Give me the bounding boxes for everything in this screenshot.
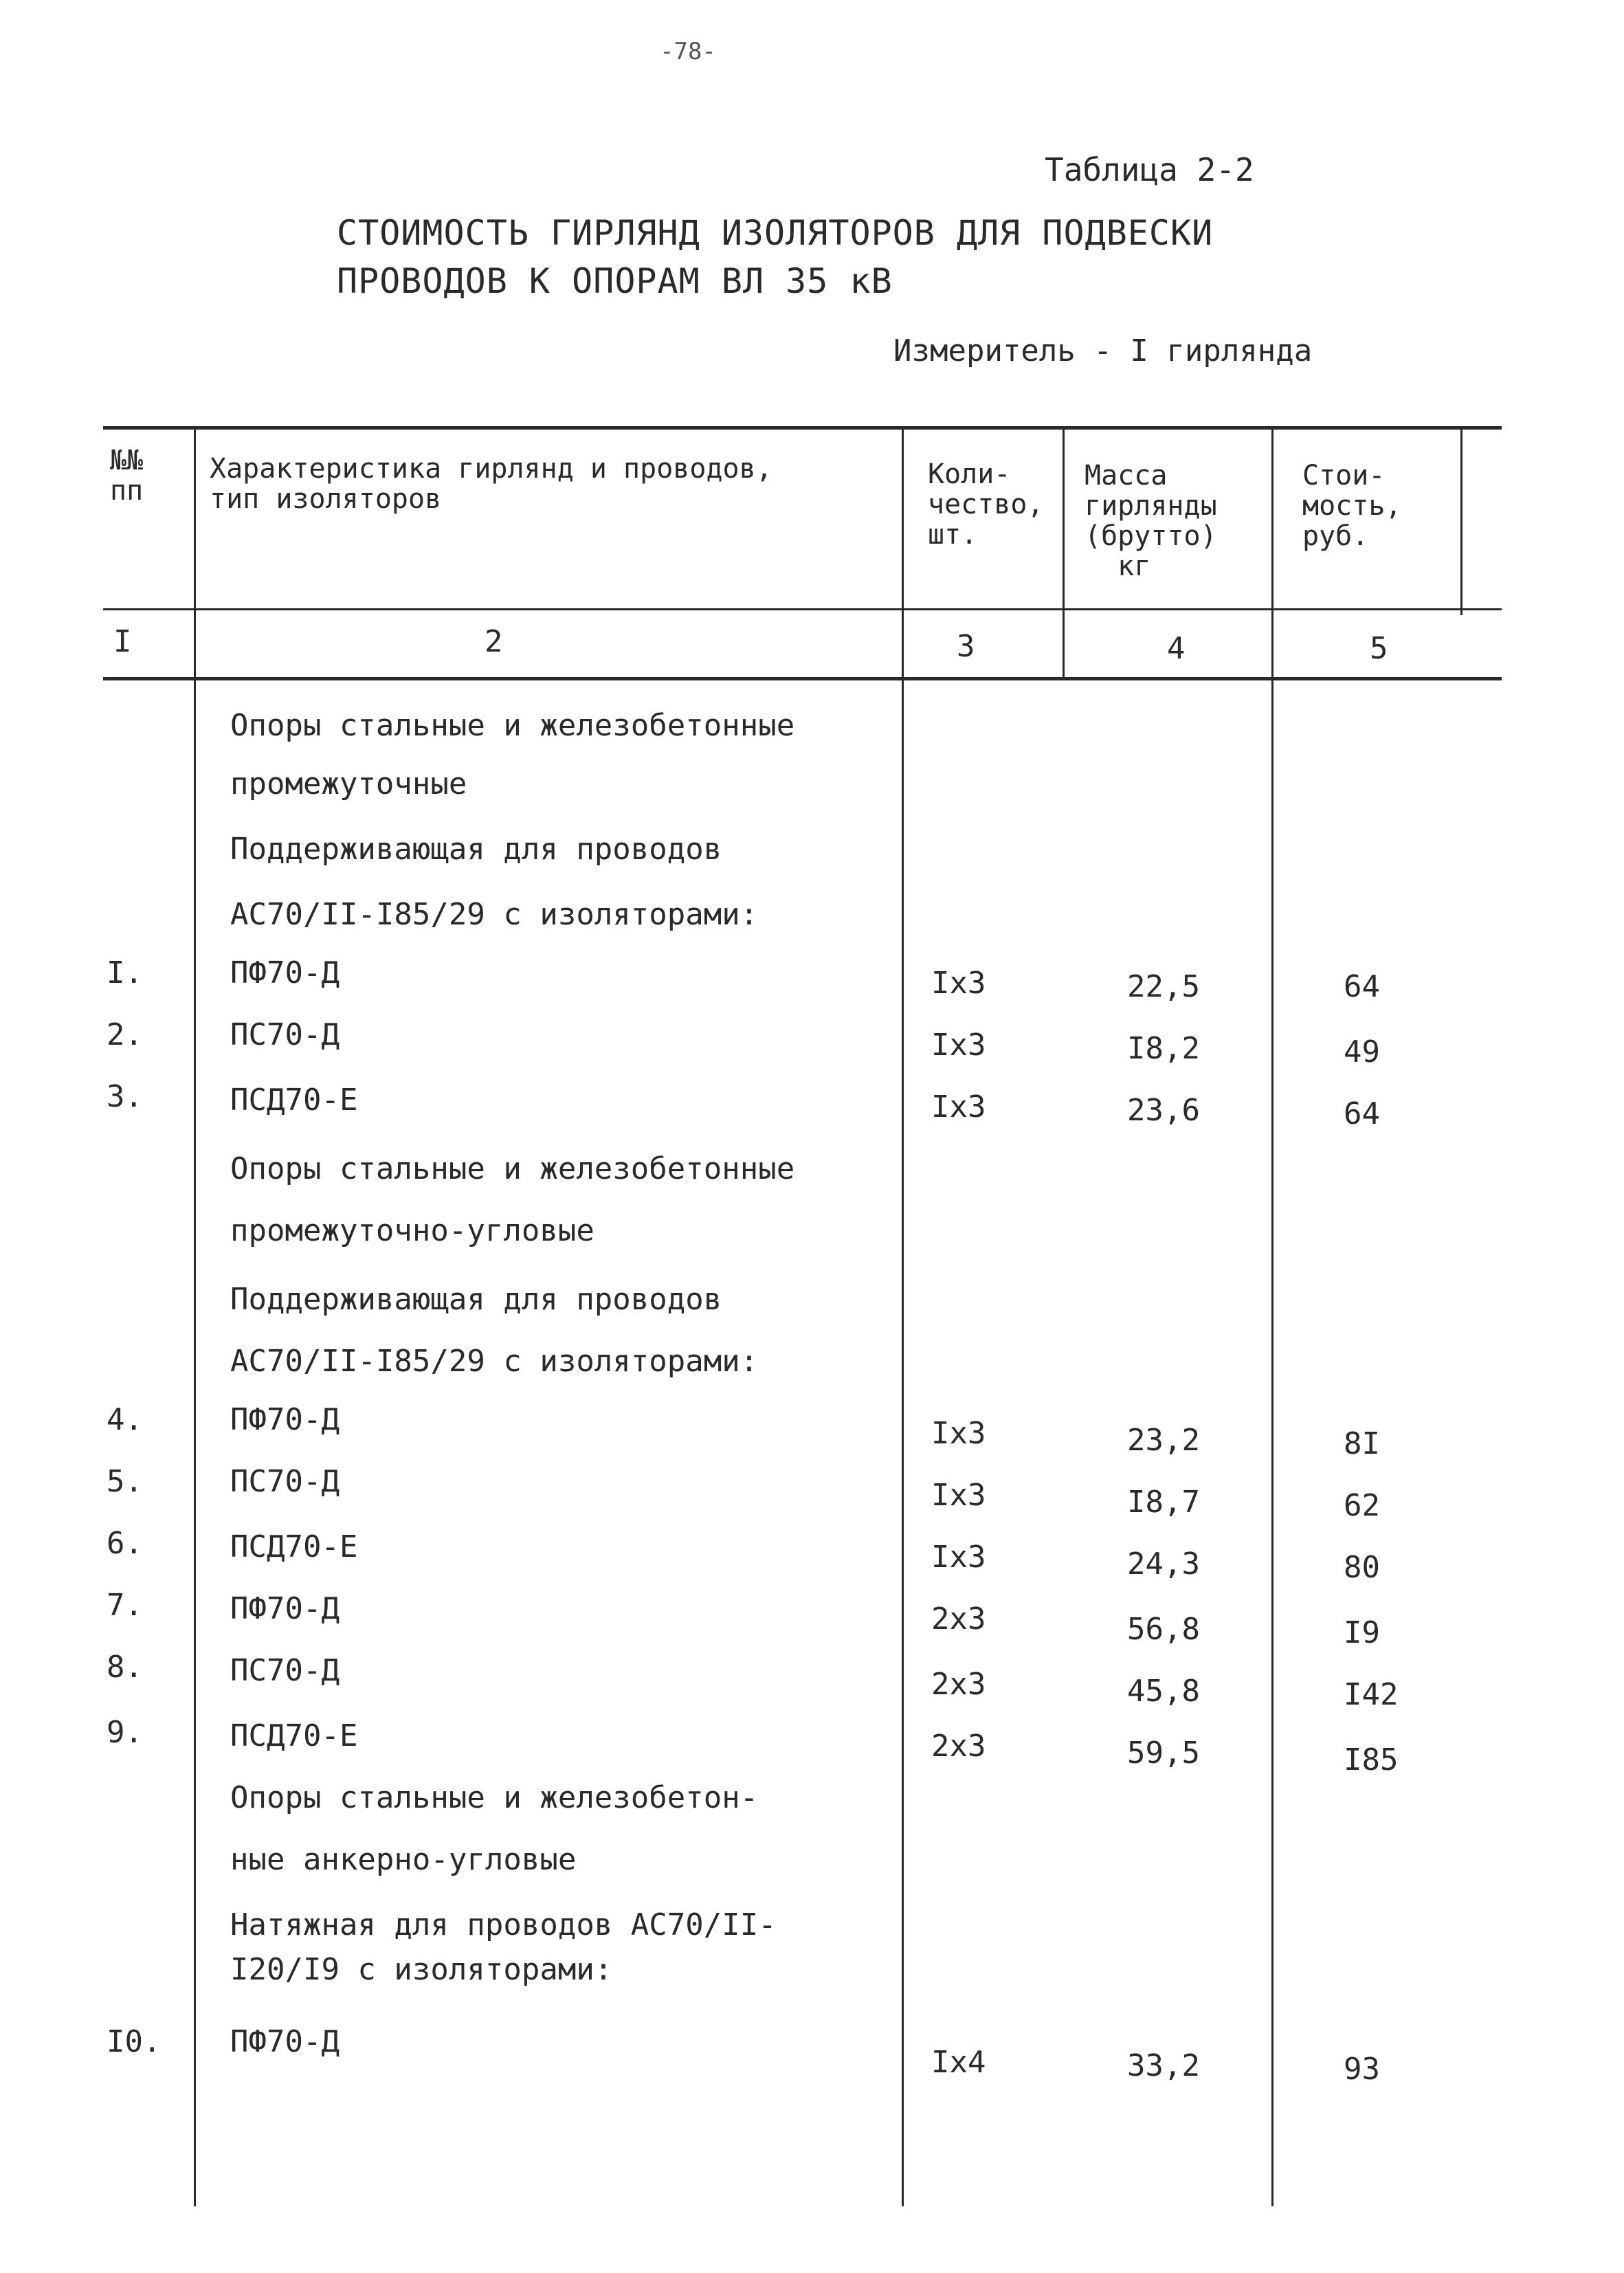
colnum-3: 3 <box>957 629 975 664</box>
cost: 49 <box>1344 1034 1380 1069</box>
insulator-type: ПС70-Д <box>230 1464 340 1499</box>
insulator-type: ПФ70-Д <box>230 1402 340 1437</box>
quantity: 2х3 <box>931 1667 986 1702</box>
row-number: 8. <box>107 1650 143 1685</box>
quantity: Iх3 <box>931 1478 986 1513</box>
insulator-type: ПС70-Д <box>230 1653 340 1688</box>
cost: I42 <box>1344 1677 1399 1712</box>
insulator-type: ПФ70-Д <box>230 2024 340 2059</box>
insulator-type: ПФ70-Д <box>230 1591 340 1626</box>
header-mass: Масса гирлянды (брутто) кг <box>1084 460 1217 582</box>
header-description: Характеристика гирлянд и проводов, тип изоляторов <box>210 453 772 515</box>
cost: 93 <box>1344 2052 1380 2087</box>
insulator-type: ПСД70-Е <box>230 1083 358 1118</box>
quantity: Iх3 <box>931 1089 986 1124</box>
col-divider-5 <box>1460 426 1462 615</box>
section-heading: промежуточные <box>230 766 467 801</box>
section-heading: ные анкерно-угловые <box>230 1842 577 1877</box>
header-cost: Стои- мость, руб. <box>1302 460 1402 552</box>
table-label: Таблица 2-2 <box>1045 151 1254 188</box>
mass: 56,8 <box>1127 1612 1200 1647</box>
mass: 45,8 <box>1127 1674 1200 1709</box>
row-number: 6. <box>107 1526 143 1561</box>
section-subheading: АС70/II-I85/29 с изоляторами: <box>230 897 759 932</box>
cost: 8I <box>1344 1426 1380 1461</box>
mass: I8,2 <box>1127 1031 1200 1066</box>
row-number: I. <box>107 955 143 990</box>
section-heading: Опоры стальные и железобетонные <box>230 1151 795 1186</box>
section-heading: промежуточно-угловые <box>230 1213 594 1248</box>
mass: 23,6 <box>1127 1093 1200 1128</box>
section-subheading: Натяжная для проводов АС70/II- <box>230 1907 777 1942</box>
row-number: 2. <box>107 1017 143 1052</box>
section-subheading: Поддерживающая для проводов <box>230 1282 722 1317</box>
col-divider-3 <box>1063 426 1065 680</box>
quantity: Iх3 <box>931 1540 986 1575</box>
quantity: 2х3 <box>931 1601 986 1637</box>
section-heading: Опоры стальные и железобетонные <box>230 708 795 743</box>
mass: 59,5 <box>1127 1736 1200 1771</box>
row-number: 7. <box>107 1588 143 1623</box>
mass: 22,5 <box>1127 969 1200 1004</box>
col-divider-4 <box>1271 426 1273 2206</box>
insulator-type: ПСД70-Е <box>230 1718 358 1753</box>
table-top-border <box>103 426 1502 430</box>
cost: I9 <box>1344 1615 1380 1650</box>
header-quantity: Коли- чество, шт. <box>928 458 1044 551</box>
colnum-bottom-border <box>103 677 1502 680</box>
mass: 33,2 <box>1127 2048 1200 2083</box>
mass: I8,7 <box>1127 1485 1200 1520</box>
col-divider-1 <box>194 426 196 2206</box>
quantity: Iх3 <box>931 966 986 1001</box>
quantity: 2х3 <box>931 1729 986 1764</box>
quantity: Iх3 <box>931 1028 986 1063</box>
row-number: 5. <box>107 1464 143 1499</box>
cost: 62 <box>1344 1488 1380 1523</box>
cost: I85 <box>1344 1742 1399 1777</box>
col-divider-2 <box>902 426 904 2206</box>
section-subheading: Поддерживающая для проводов <box>230 832 722 867</box>
section-subheading: I20/I9 с изоляторами: <box>230 1952 613 1987</box>
section-heading: Опоры стальные и железобетон- <box>230 1780 759 1815</box>
insulator-type: ПС70-Д <box>230 1017 340 1052</box>
colnum-5: 5 <box>1370 631 1388 666</box>
mass: 24,3 <box>1127 1546 1200 1582</box>
header-bottom-border <box>103 608 1502 610</box>
row-number: I0. <box>107 2024 162 2059</box>
header-num: №№ пп <box>110 445 144 507</box>
insulator-type: ПФ70-Д <box>230 955 340 990</box>
row-number: 4. <box>107 1402 143 1437</box>
cost: 64 <box>1344 1096 1380 1131</box>
table-title-line2: ПРОВОДОВ К ОПОРАМ ВЛ 35 кВ <box>337 261 893 301</box>
page-number: -78- <box>660 38 716 65</box>
mass: 23,2 <box>1127 1423 1200 1458</box>
colnum-1: I <box>113 624 132 659</box>
colnum-2: 2 <box>485 624 503 659</box>
row-number: 3. <box>107 1079 143 1114</box>
quantity: Iх4 <box>931 2045 986 2080</box>
quantity: Iх3 <box>931 1416 986 1451</box>
measurement-unit: Измеритель - I гирлянда <box>893 333 1313 368</box>
colnum-4: 4 <box>1167 631 1186 666</box>
cost: 64 <box>1344 969 1380 1004</box>
table-title-line1: СТОИМОСТЬ ГИРЛЯНД ИЗОЛЯТОРОВ ДЛЯ ПОДВЕСКИ <box>337 213 1214 253</box>
cost: 80 <box>1344 1550 1380 1585</box>
row-number: 9. <box>107 1715 143 1750</box>
insulator-type: ПСД70-Е <box>230 1529 358 1564</box>
section-subheading: АС70/II-I85/29 с изоляторами: <box>230 1344 759 1379</box>
